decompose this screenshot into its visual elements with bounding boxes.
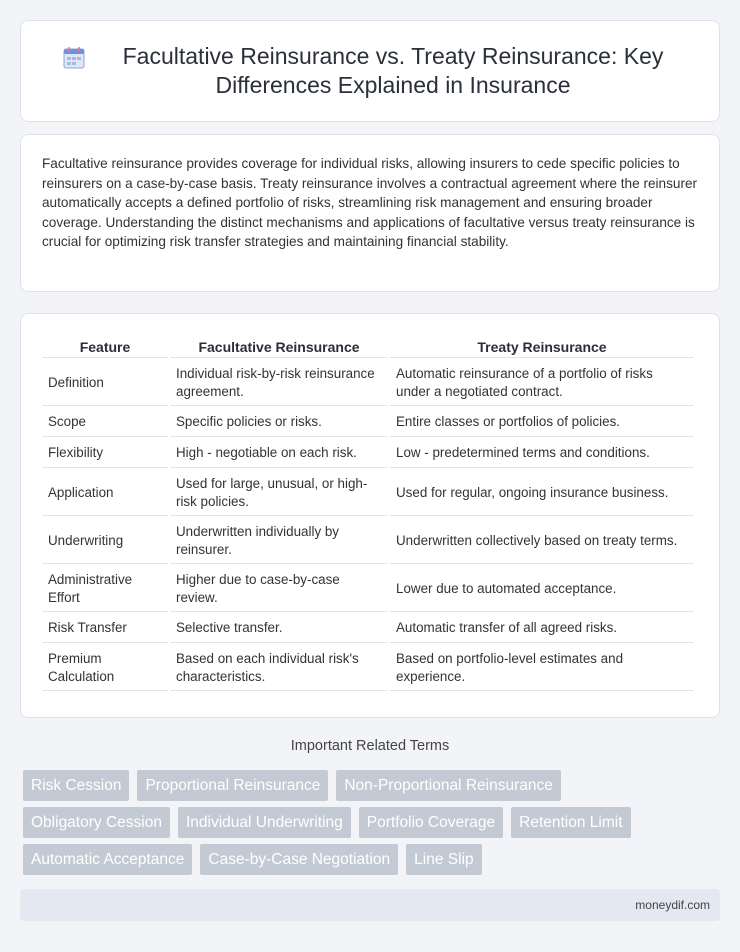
row-feature: Premium Calculation <box>42 645 168 691</box>
comparison-table <box>40 330 696 693</box>
row-feature: Application <box>42 470 168 516</box>
table-row <box>42 439 694 468</box>
title-wrap <box>21 42 719 100</box>
row-treaty: Used for regular, ongoing insurance business. <box>390 470 694 516</box>
tag-portfolio-coverage[interactable]: Portfolio Coverage <box>359 807 503 838</box>
footer-site[interactable]: moneydif.com <box>635 898 710 912</box>
intro-card <box>20 134 720 292</box>
tag-obligatory-cession[interactable]: Obligatory Cession <box>23 807 170 838</box>
tag-proportional-reinsurance[interactable]: Proportional Reinsurance <box>137 770 328 801</box>
row-treaty: Automatic reinsurance of a portfolio of risks under a negotiated contract. <box>390 360 694 406</box>
tag-individual-underwriting[interactable]: Individual Underwriting <box>178 807 351 838</box>
table-row <box>42 614 694 643</box>
tag-automatic-acceptance[interactable]: Automatic Acceptance <box>23 844 192 875</box>
title-card <box>20 20 720 122</box>
related-terms-list <box>23 770 723 881</box>
row-feature: Flexibility <box>42 439 168 468</box>
intro-paragraph: Facultative reinsurance provides coverage for individual risks, allowing insurers to cede specific policies to reinsurers on a case-by-case basis. Treaty reinsurance involves a contractual agreement where the reinsurer automatically accepts a defined portfolio of risks, streamlining risk management and ensuring broader coverage. Understanding the distinct mechanisms and applications of facultative versus treaty reinsurance is crucial for optimizing risk transfer strategies and maintaining financial stability. <box>42 156 698 250</box>
row-treaty: Automatic transfer of all agreed risks. <box>390 614 694 643</box>
tag-risk-cession[interactable]: Risk Cession <box>23 770 129 801</box>
column-header-feature: Feature <box>42 332 168 358</box>
row-facultative: Specific policies or risks. <box>170 408 388 437</box>
tag-case-by-case-negotiation[interactable]: Case-by-Case Negotiation <box>200 844 398 875</box>
tag-line-slip[interactable]: Line Slip <box>406 844 481 875</box>
table-header-row <box>42 332 694 358</box>
tag-non-proportional-reinsurance[interactable]: Non-Proportional Reinsurance <box>336 770 561 801</box>
table-row <box>42 645 694 691</box>
related-terms-heading: Important Related Terms <box>290 738 450 754</box>
row-facultative: Selective transfer. <box>170 614 388 643</box>
tag-retention-limit[interactable]: Retention Limit <box>511 807 630 838</box>
table-row <box>42 360 694 406</box>
table-row <box>42 566 694 612</box>
row-treaty: Entire classes or portfolios of policies. <box>390 408 694 437</box>
row-facultative: Based on each individual risk's characteristics. <box>170 645 388 691</box>
row-treaty: Lower due to automated acceptance. <box>390 566 694 612</box>
row-facultative: Used for large, unusual, or high-risk policies. <box>170 470 388 516</box>
table-row <box>42 470 694 516</box>
column-header-treaty: Treaty Reinsurance <box>390 332 694 358</box>
page-title: Facultative Reinsurance vs. Treaty Reinsurance: Key Differences Explained in Insurance <box>122 43 664 98</box>
footer <box>20 889 720 921</box>
row-treaty: Based on portfolio-level estimates and experience. <box>390 645 694 691</box>
row-treaty: Low - predetermined terms and conditions. <box>390 439 694 468</box>
row-facultative: Individual risk-by-risk reinsurance agreement. <box>170 360 388 406</box>
table-row <box>42 518 694 564</box>
row-facultative: Higher due to case-by-case review. <box>170 566 388 612</box>
row-facultative: High - negotiable on each risk. <box>170 439 388 468</box>
row-feature: Underwriting <box>42 518 168 564</box>
row-facultative: Underwritten individually by reinsurer. <box>170 518 388 564</box>
column-header-facultative: Facultative Reinsurance <box>170 332 388 358</box>
row-feature: Administrative Effort <box>42 566 168 612</box>
row-feature: Risk Transfer <box>42 614 168 643</box>
calendar-icon <box>61 45 87 71</box>
comparison-card <box>20 313 720 718</box>
row-feature: Definition <box>42 360 168 406</box>
row-treaty: Underwritten collectively based on treaty terms. <box>390 518 694 564</box>
table-row <box>42 408 694 437</box>
row-feature: Scope <box>42 408 168 437</box>
